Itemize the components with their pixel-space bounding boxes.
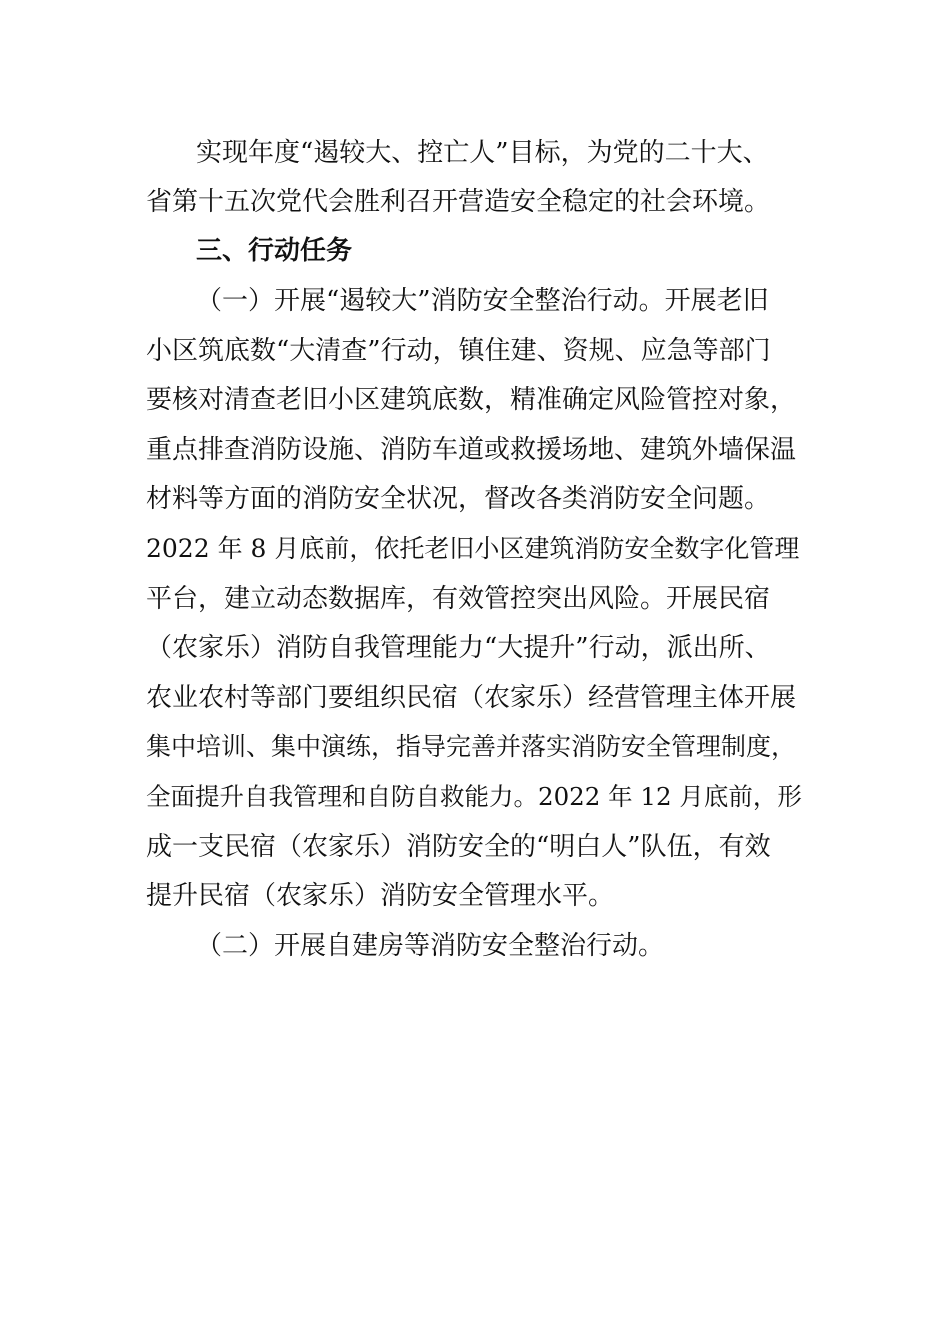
paragraph-text: （二）开展自建房等消防安全整治行动。 (196, 931, 665, 961)
text-line-13 (0, 722, 950, 772)
paragraph-text: 全面提升自我管理和自防自救能力。2022 年 12 月底前，形 (146, 782, 802, 811)
text-line-10 (0, 574, 950, 624)
paragraph-text: 平台，建立动态数据库，有效管控突出风险。开展民宿 (146, 584, 771, 614)
paragraph-text: 农业农村等部门要组织民宿（农家乐）经营管理主体开展 (146, 683, 797, 713)
text-line-1 (0, 128, 950, 178)
text-line-5 (0, 326, 950, 376)
paragraph-text: （农家乐）消防自我管理能力“大提升”行动，派出所、 (146, 633, 771, 663)
paragraph-text: 重点排查消防设施、消防车道或救援场地、建筑外墙保温 (146, 435, 797, 465)
text-line-16 (0, 871, 950, 921)
paragraph-text: 成一支民宿（农家乐）消防安全的“明白人”队伍，有效 (146, 832, 771, 862)
paragraph-text: 省第十五次党代会胜利召开营造安全稳定的社会环境。 (146, 187, 771, 217)
paragraph-text: 集中培训、集中演练，指导完善并落实消防安全管理制度， (146, 732, 797, 761)
paragraph-text: 提升民宿（农家乐）消防安全管理水平。 (146, 881, 615, 911)
paragraph-text: 要核对清查老旧小区建筑底数，精准确定风险管控对象， (146, 385, 797, 415)
text-line-11 (0, 623, 950, 673)
text-line-15 (0, 822, 950, 872)
paragraph-text: 材料等方面的消防安全状况，督改各类消防安全问题。 (146, 484, 771, 514)
paragraph-text: （一）开展“遏较大”消防安全整治行动。开展老旧 (196, 286, 769, 316)
text-line-9 (0, 524, 950, 574)
text-line-4 (0, 276, 950, 326)
section-heading-text: 三、行动任务 (196, 236, 353, 266)
text-line-2 (0, 177, 950, 227)
text-line-7 (0, 425, 950, 475)
paragraph-text: 小区筑底数“大清查”行动，镇住建、资规、应急等部门 (146, 336, 771, 366)
paragraph-text: 实现年度“遏较大、控亡人”目标，为党的二十大、 (196, 138, 769, 168)
text-line-8 (0, 474, 950, 524)
section-heading (0, 226, 950, 276)
text-line-6 (0, 375, 950, 425)
text-line-17 (0, 921, 950, 971)
text-line-12 (0, 673, 950, 723)
paragraph-text: 2022 年 8 月底前，依托老旧小区建筑消防安全数字化管理 (146, 534, 800, 563)
text-line-14 (0, 772, 950, 822)
